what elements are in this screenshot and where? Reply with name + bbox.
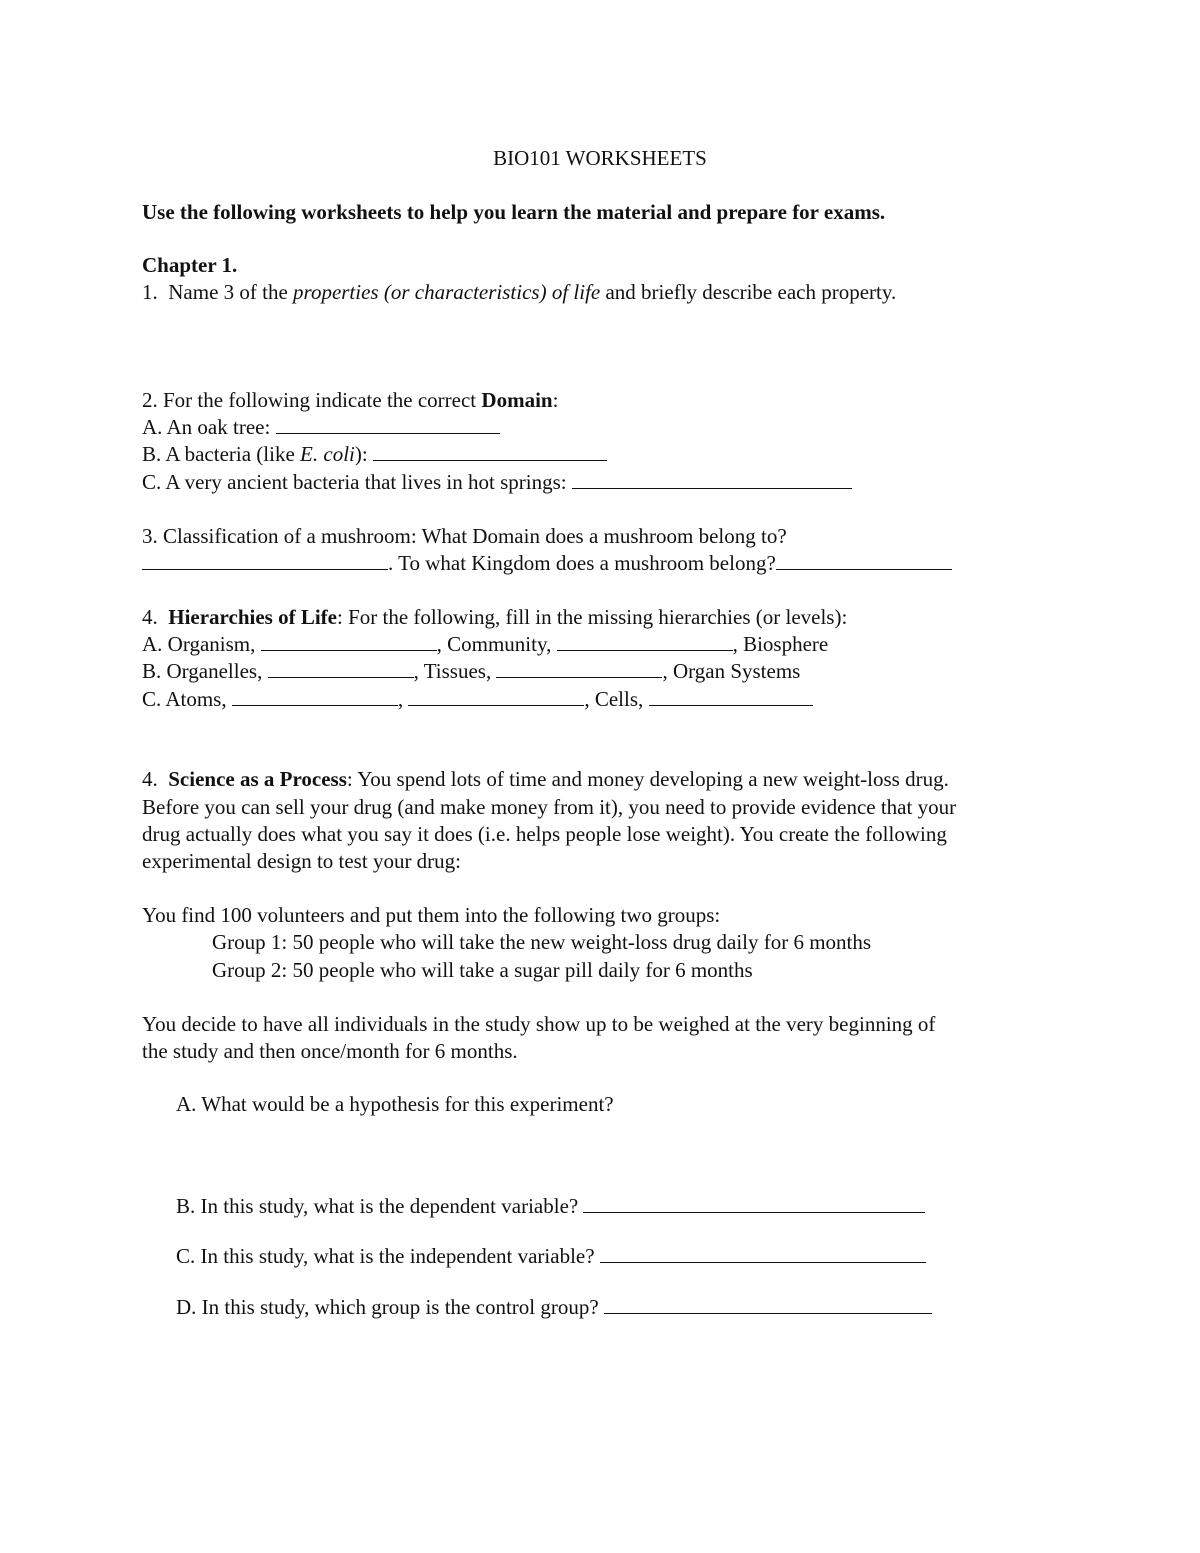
group-2: Group 2: 50 people who will take a sugar pill daily for 6 months bbox=[212, 958, 753, 982]
question-2a: A. An oak tree: bbox=[142, 414, 500, 440]
question-4-intro: 4. Hierarchies of Life: For the following, fill in the missing hierarchies (or levels): bbox=[142, 605, 848, 629]
question-5-paragraph-line3: drug actually does what you say it does (i.e. helps people lose weight). You create the following bbox=[142, 822, 947, 846]
weigh-line2: the study and then once/month for 6 months. bbox=[142, 1039, 518, 1063]
answer-blank-2a[interactable] bbox=[276, 415, 500, 434]
question-2c: C. A very ancient bacteria that lives in hot springs: bbox=[142, 469, 852, 495]
answer-blank-4b-1[interactable] bbox=[268, 659, 414, 678]
answer-blank-4c-1[interactable] bbox=[232, 687, 398, 706]
answer-blank-5b[interactable] bbox=[583, 1194, 925, 1213]
question-5a: A. What would be a hypothesis for this experiment? bbox=[176, 1092, 614, 1116]
question-2b: B. A bacteria (like E. coli): bbox=[142, 441, 607, 467]
group-1: Group 1: 50 people who will take the new weight-loss drug daily for 6 months bbox=[212, 930, 872, 954]
question-4b: B. Organelles, , Tissues, , Organ Systems bbox=[142, 659, 801, 683]
question-4c: C. Atoms, , , Cells, bbox=[142, 686, 813, 712]
answer-blank-4b-2[interactable] bbox=[496, 659, 662, 678]
answer-blank-4a-1[interactable] bbox=[261, 632, 437, 651]
question-3-line1: 3. Classification of a mushroom: What Domain does a mushroom belong to? bbox=[142, 524, 787, 548]
answer-blank-3-domain[interactable] bbox=[142, 551, 388, 570]
answer-blank-5c[interactable] bbox=[600, 1244, 926, 1263]
question-5-paragraph-line2: Before you can sell your drug (and make money from it), you need to provide evidence that your bbox=[142, 795, 957, 819]
question-5d: D. In this study, which group is the control group? bbox=[176, 1294, 932, 1320]
answer-blank-5d[interactable] bbox=[604, 1295, 932, 1314]
question-3-line2: . To what Kingdom does a mushroom belong? bbox=[142, 550, 952, 576]
answer-blank-4c-2[interactable] bbox=[408, 687, 584, 706]
question-5-intro: 4. Science as a Process: You spend lots of time and money developing a new weight-loss drug. bbox=[142, 767, 949, 791]
question-5c: C. In this study, what is the independent variable? bbox=[176, 1243, 926, 1269]
answer-blank-3-kingdom[interactable] bbox=[776, 551, 952, 570]
question-5-paragraph-line4: experimental design to test your drug: bbox=[142, 849, 462, 873]
question-2-intro: 2. For the following indicate the correct Domain: bbox=[142, 388, 559, 412]
intro-instructions: Use the following worksheets to help you learn the material and prepare for exams. bbox=[142, 200, 886, 224]
answer-blank-4a-2[interactable] bbox=[557, 632, 733, 651]
question-1: 1. Name 3 of the properties (or characteristics) of life and briefly describe each property. bbox=[142, 280, 897, 304]
chapter-heading: Chapter 1. bbox=[142, 253, 238, 277]
page-title: BIO101 WORKSHEETS bbox=[493, 146, 707, 170]
question-5b: B. In this study, what is the dependent variable? bbox=[176, 1193, 925, 1219]
groups-intro: You find 100 volunteers and put them into the following two groups: bbox=[142, 903, 721, 927]
answer-blank-2b[interactable] bbox=[373, 442, 607, 461]
answer-blank-2c[interactable] bbox=[572, 470, 852, 489]
weigh-line1: You decide to have all individuals in the study show up to be weighed at the very beginning of bbox=[142, 1012, 936, 1036]
answer-blank-4c-3[interactable] bbox=[649, 687, 813, 706]
question-4a: A. Organism, , Community, , Biosphere bbox=[142, 632, 829, 656]
